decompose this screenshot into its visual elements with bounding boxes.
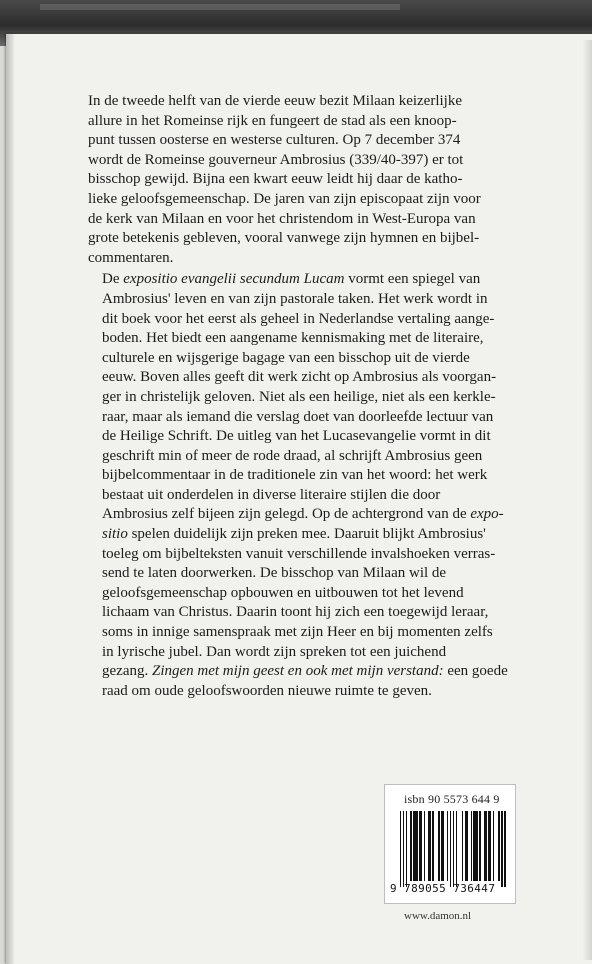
text-line: grote betekenis gebleven, vooral vanwege zijn hymnen en bijbel-	[88, 230, 480, 247]
text-line: bijbelcommentaar in de traditionele zin van het woord: het werk	[102, 467, 488, 484]
text-line: In de tweede helft van de vierde eeuw bezit Milaan keizerlijke	[88, 93, 462, 109]
text-line: de kerk van Milaan en voor het christendom in West-Europa van	[88, 210, 476, 227]
text-line: culturele en wijsgerige bagage van een bisschop uit de vierde	[102, 349, 470, 366]
text-line: bisschop gewijd. Bijna een kwart eeuw leidt hij daar de katho-	[88, 171, 463, 188]
text-line: geschrift min of meer de rode draad, al schrijft Ambrosius geen	[102, 447, 483, 464]
publisher-website: www.damon.nl	[404, 910, 472, 922]
page-shadow	[582, 40, 592, 960]
text-line	[88, 270, 524, 290]
text-line: soms in innige samenspraak met zijn Heer en bij momenten zelfs	[102, 624, 493, 641]
text-line: raar, maar als iemand die verslag doet van doorleefde lectuur van	[102, 408, 494, 425]
text-line: in lyrische jubel. Dan wordt zijn spreken tot een juichend	[102, 643, 447, 660]
text-run: De	[102, 271, 124, 288]
text-line: dit boek voor het eerst als geheel in Nederlandse vertaling aange-	[102, 310, 495, 327]
text-line: lieke geloofsgemeenschap. De jaren van zijn episcopaat zijn voor	[88, 190, 481, 207]
text-run: een goede	[443, 663, 508, 680]
text-line	[88, 525, 524, 545]
italic-quote: Zingen met mijn geest en ook met mijn verstand:	[151, 663, 444, 680]
text-line: de Heilige Schrift. De uitleg van het Lucasevangelie vormt in dit	[102, 428, 491, 445]
text-line	[88, 662, 524, 682]
text-line: punt tussen oosterse en westerse culturen. Op 7 december 374	[88, 132, 461, 149]
paragraph-1	[88, 92, 524, 268]
text-line: raad om oude geloofswoorden nieuwe ruimte te geven.	[102, 682, 432, 699]
text-line: geloofsgemeenschap opbouwen en uitbouwen tot het levend	[102, 584, 464, 601]
text-run: gezang.	[102, 663, 152, 680]
text-line: lichaam van Christus. Daarin toont hij zich een toegewijd leraar,	[102, 604, 489, 621]
blurb-text	[88, 92, 524, 701]
italic-word: sitio	[102, 526, 128, 543]
text-line: boden. Het biedt een aangename kennismaking met de literaire,	[102, 330, 484, 347]
text-line: send te laten doorwerken. De bisschop van Milaan wil de	[102, 565, 447, 582]
barcode-digits: 9 789055 736447	[390, 882, 496, 895]
text-line: bestaat uit onderdelen in diverse literaire stijlen die door	[102, 486, 441, 503]
italic-word: expo-	[470, 506, 504, 523]
barcode-bar	[504, 811, 505, 887]
text-line: commentaren.	[88, 249, 174, 266]
isbn-number: isbn 90 5573 644 9	[404, 792, 500, 806]
italic-title: expositio evangelii secundum Lucam	[123, 271, 345, 288]
text-line: allure in het Romeinse rijk en fungeert de stad als een knoop-	[88, 112, 457, 129]
text-line: Ambrosius' leven en van zijn pastorale taken. Het werk wordt in	[102, 290, 488, 307]
text-run: spelen duidelijk zijn preken mee. Daaruit blijkt Ambrosius'	[127, 526, 486, 543]
text-line	[88, 505, 524, 525]
text-line: ger in christelijk geloven. Niet als een heilige, niet als een kerkle-	[102, 388, 496, 405]
paragraph-2	[88, 270, 524, 701]
text-line: wordt de Romeinse gouverneur Ambrosius (339/40-397) er tot	[88, 151, 464, 168]
text-run: vormt een spiegel van	[344, 271, 481, 288]
text-line: toeleg om bijbelteksten vanuit verschillende invalshoeken verras-	[102, 545, 496, 562]
barcode-icon	[400, 811, 506, 881]
text-run: Ambrosius zelf bijeen zijn gelegd. Op de achtergrond van de	[102, 506, 471, 523]
text-line: eeuw. Boven alles geeft dit werk zicht op Ambrosius als voorgan-	[102, 369, 497, 386]
